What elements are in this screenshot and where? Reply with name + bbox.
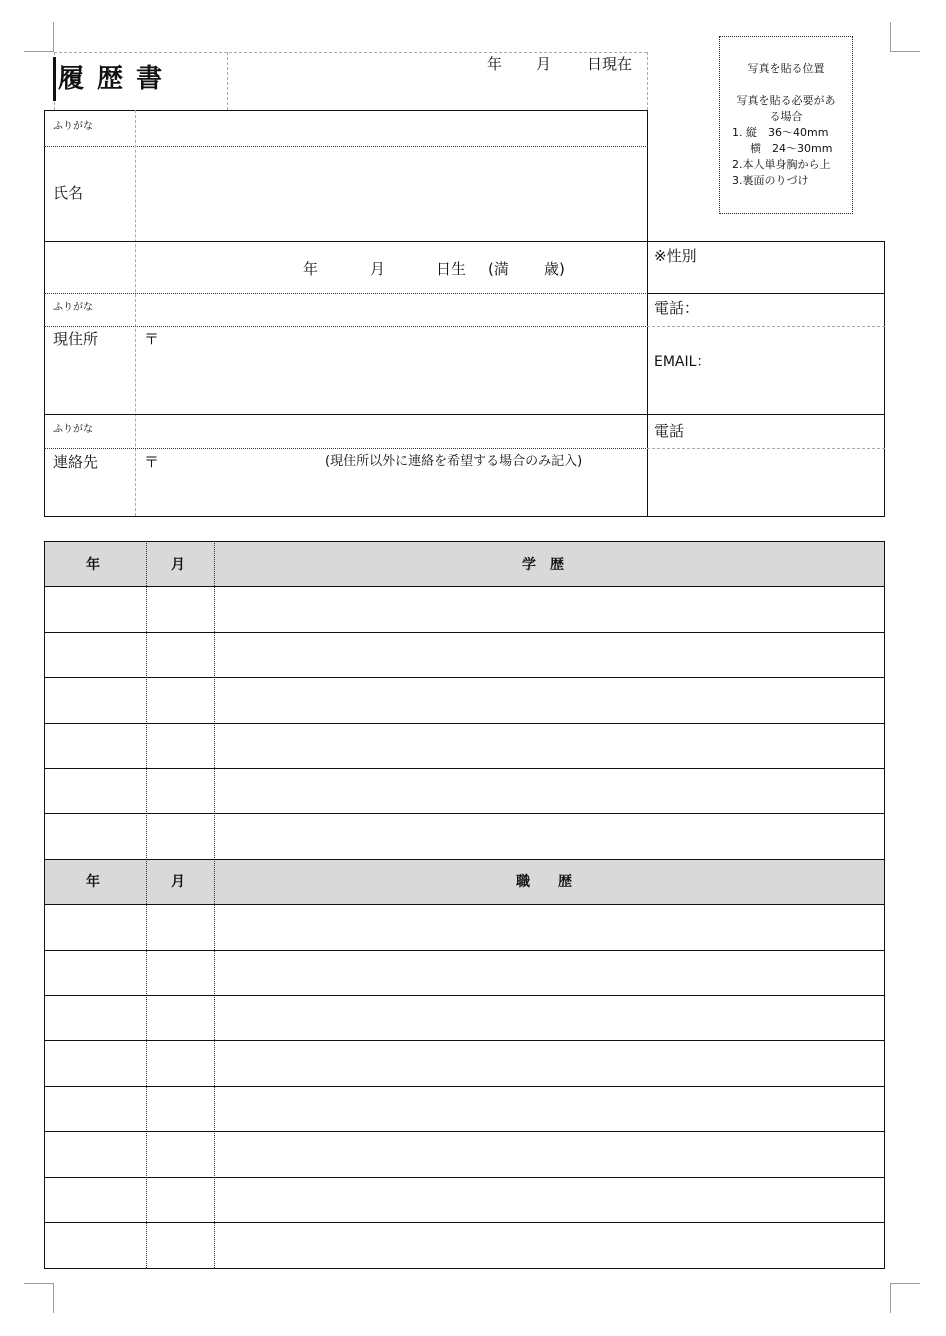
photo-note-line: る場合 <box>769 110 803 123</box>
table-line <box>44 723 885 724</box>
education-row-detail-field[interactable] <box>216 588 882 631</box>
career-row-detail-field[interactable] <box>216 906 882 949</box>
table-line <box>44 1131 885 1132</box>
age-close-label: 歳) <box>544 260 565 278</box>
education-row-month-field[interactable] <box>148 725 212 767</box>
career-row-month-field[interactable] <box>148 1179 212 1221</box>
form-line <box>647 448 885 449</box>
career-row-year-field[interactable] <box>46 906 144 949</box>
career-row-year-field[interactable] <box>46 1088 144 1130</box>
table-line <box>44 813 885 814</box>
table-line <box>44 677 885 678</box>
form-line <box>44 241 885 242</box>
career-row-month-field[interactable] <box>148 1133 212 1176</box>
education-row-detail-field[interactable] <box>216 815 882 858</box>
career-row-detail-field[interactable] <box>216 952 882 994</box>
crop-mark <box>24 1283 54 1284</box>
career-row-month-field[interactable] <box>148 1088 212 1130</box>
crop-mark <box>53 22 54 52</box>
education-row-year-field[interactable] <box>46 634 144 676</box>
form-line <box>44 326 648 327</box>
photo-note-line: 3.裏面のりづけ <box>732 174 809 187</box>
table-line <box>44 859 885 860</box>
name-label: 氏名 <box>53 184 84 202</box>
career-row-detail-field[interactable] <box>216 1042 882 1085</box>
career-row-month-field[interactable] <box>148 952 212 994</box>
career-col-year: 年 <box>86 874 100 890</box>
address-field[interactable] <box>160 328 645 412</box>
photo-title: 写真を貼る位置 <box>747 62 825 75</box>
form-line <box>44 414 885 415</box>
education-row-detail-field[interactable] <box>216 725 882 767</box>
table-line <box>44 1268 885 1269</box>
gender-field[interactable] <box>650 243 882 291</box>
name-field[interactable] <box>137 148 645 240</box>
phone-label: 電話： <box>654 299 700 317</box>
contact-note: (現住所以外に連絡を希望する場合のみ記入) <box>325 454 583 469</box>
career-row-detail-field[interactable] <box>216 1133 882 1176</box>
age-open-label: (満 <box>488 260 509 278</box>
table-line <box>44 768 885 769</box>
career-row-month-field[interactable] <box>148 997 212 1039</box>
form-line <box>884 241 885 517</box>
career-row-year-field[interactable] <box>46 952 144 994</box>
career-row-detail-field[interactable] <box>216 1179 882 1221</box>
table-line <box>44 950 885 951</box>
date-suffix-label: 日現在 <box>587 55 633 73</box>
table-line <box>44 586 885 587</box>
career-row-year-field[interactable] <box>46 1224 144 1267</box>
email-label: EMAIL： <box>654 354 711 370</box>
contact-postal-mark: 〒 <box>144 453 160 471</box>
career-row-detail-field[interactable] <box>216 997 882 1039</box>
career-row-year-field[interactable] <box>46 997 144 1039</box>
text-cursor <box>53 57 56 101</box>
career-row-year-field[interactable] <box>46 1042 144 1085</box>
education-row-year-field[interactable] <box>46 588 144 631</box>
career-row-year-field[interactable] <box>46 1133 144 1176</box>
education-row-month-field[interactable] <box>148 634 212 676</box>
crop-mark <box>890 1283 920 1284</box>
education-row-detail-field[interactable] <box>216 770 882 812</box>
crop-mark <box>24 51 54 52</box>
contact-field[interactable] <box>160 474 645 514</box>
photo-note-line: 2.本人単身胸から上 <box>732 158 831 171</box>
birth-month-label: 月 <box>370 260 386 278</box>
education-row-detail-field[interactable] <box>216 634 882 676</box>
education-col-year: 年 <box>86 557 100 573</box>
career-col-month: 月 <box>171 874 185 890</box>
education-row-month-field[interactable] <box>148 679 212 722</box>
form-line <box>647 110 648 517</box>
photo-note-line: 1. 縦 36〜40mm <box>732 126 829 139</box>
education-row-detail-field[interactable] <box>216 679 882 722</box>
crop-mark <box>890 22 891 52</box>
crop-mark <box>890 1283 891 1313</box>
table-line <box>44 1040 885 1041</box>
date-month-label: 月 <box>536 55 552 73</box>
form-line <box>135 110 136 516</box>
contact-furigana-label: ふりがな <box>53 424 93 435</box>
table-line <box>44 1177 885 1178</box>
education-row-year-field[interactable] <box>46 679 144 722</box>
crop-mark <box>890 51 920 52</box>
page-title: 履 歴 書 <box>58 64 165 94</box>
table-line <box>44 1222 885 1223</box>
career-row-month-field[interactable] <box>148 906 212 949</box>
education-row-year-field[interactable] <box>46 815 144 858</box>
photo-note-line: 横 24〜30mm <box>750 142 833 155</box>
birth-day-label: 日生 <box>436 260 467 278</box>
form-line <box>44 110 45 517</box>
photo-note-line: 写真を貼る必要があ <box>736 94 836 107</box>
education-row-month-field[interactable] <box>148 770 212 812</box>
gender-label: ※性別 <box>654 247 697 265</box>
education-row-year-field[interactable] <box>46 725 144 767</box>
education-col-month: 月 <box>171 557 185 573</box>
date-year-label: 年 <box>487 55 503 73</box>
career-row-month-field[interactable] <box>148 1042 212 1085</box>
form-line <box>44 516 885 517</box>
furigana-label: ふりがな <box>53 121 93 132</box>
address-label: 現住所 <box>53 330 99 348</box>
contact-phone-label: 電話 <box>654 422 685 440</box>
header-divider <box>227 52 228 110</box>
education-row-month-field[interactable] <box>148 588 212 631</box>
education-row-month-field[interactable] <box>148 815 212 858</box>
table-line <box>44 541 885 542</box>
education-row-year-field[interactable] <box>46 770 144 812</box>
education-col-title: 学 歴 <box>522 557 564 573</box>
form-line <box>647 293 885 294</box>
career-row-detail-field[interactable] <box>216 1224 882 1267</box>
email-field[interactable] <box>712 340 882 380</box>
table-line <box>44 1086 885 1087</box>
header-right-edge <box>647 52 648 110</box>
form-line <box>647 326 885 327</box>
career-col-title: 職 歴 <box>516 874 572 890</box>
birth-year-label: 年 <box>303 260 319 278</box>
table-line <box>44 632 885 633</box>
photo-placeholder[interactable] <box>719 36 853 214</box>
contact-label: 連絡先 <box>53 453 99 471</box>
table-line <box>44 995 885 996</box>
address-furigana-label: ふりがな <box>53 302 93 313</box>
form-line <box>44 293 648 294</box>
career-row-detail-field[interactable] <box>216 1088 882 1130</box>
table-line <box>44 904 885 905</box>
career-row-year-field[interactable] <box>46 1179 144 1221</box>
header-top-line <box>54 52 647 53</box>
form-line <box>44 448 648 449</box>
career-row-month-field[interactable] <box>148 1224 212 1267</box>
postal-mark: 〒 <box>144 330 160 348</box>
furigana-field[interactable] <box>137 111 645 145</box>
crop-mark <box>53 1283 54 1313</box>
